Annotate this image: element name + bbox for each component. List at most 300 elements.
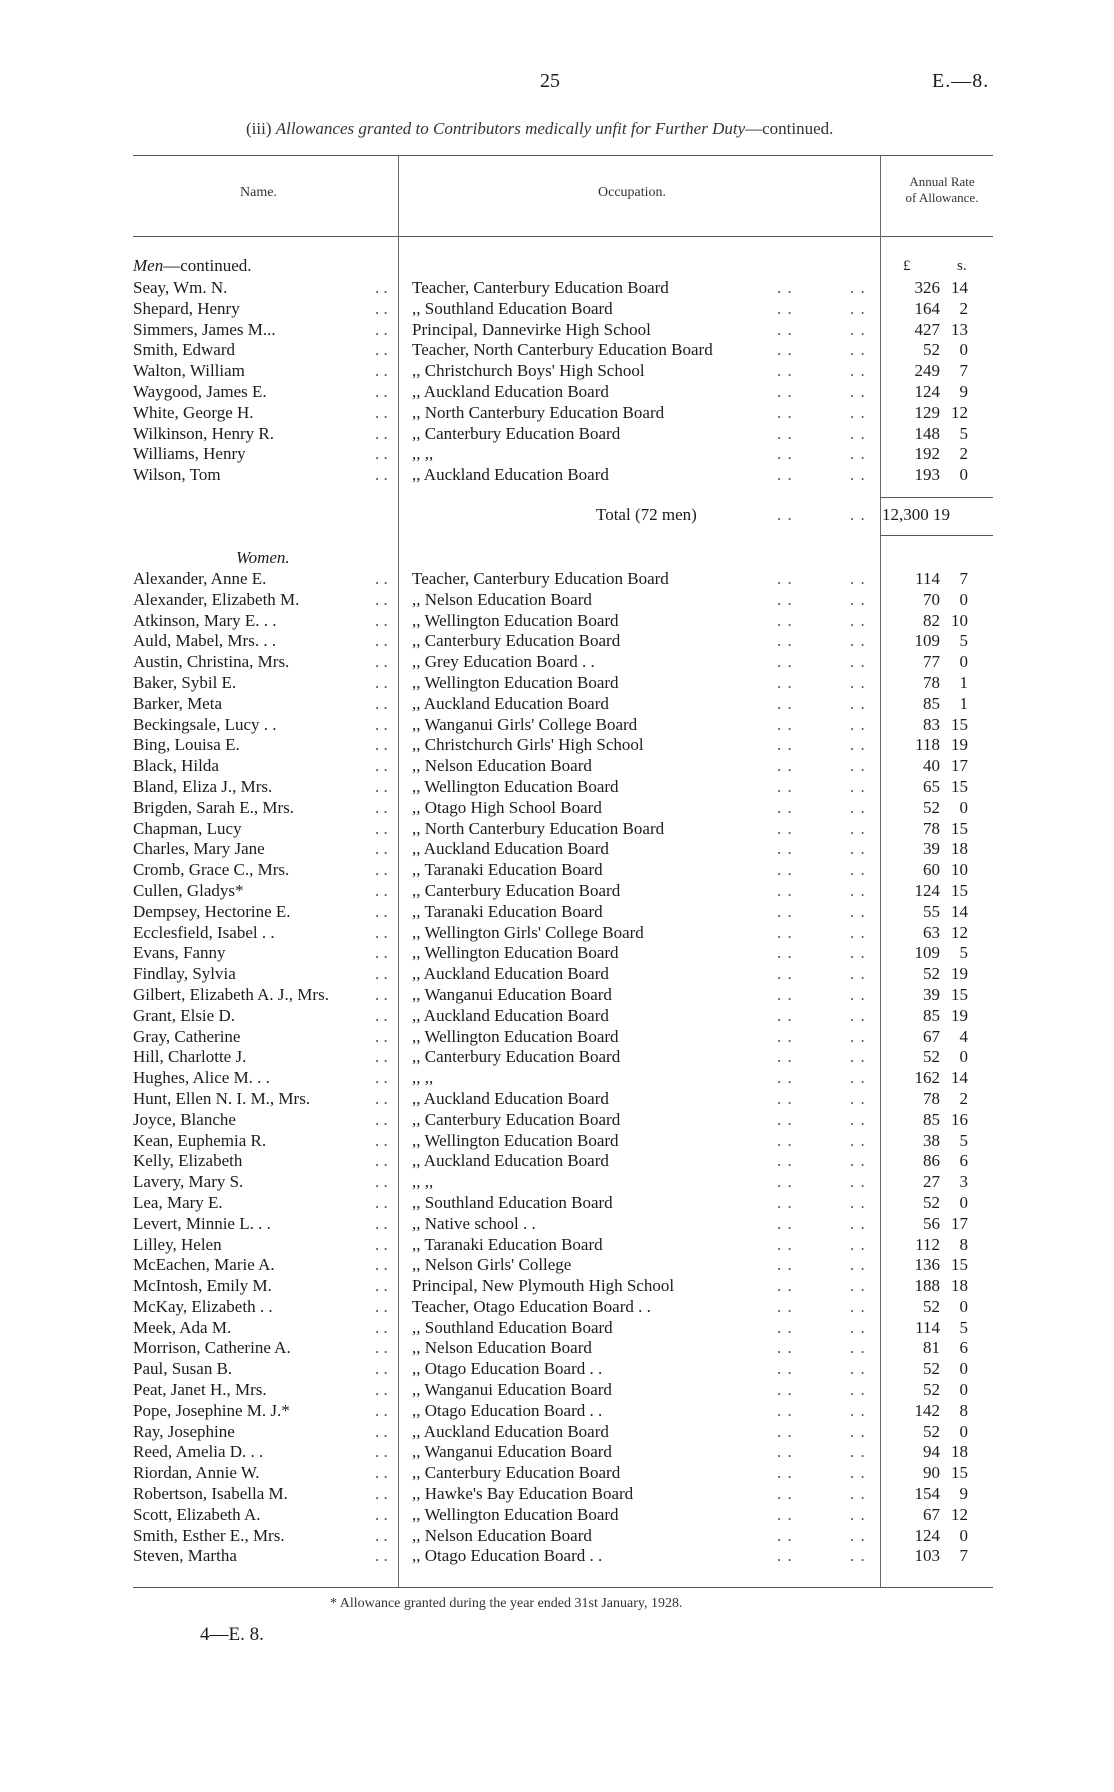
contributor-name: Cromb, Grace C., Mrs. [133,860,290,880]
contributor-name: Gilbert, Elizabeth A. J., Mrs. [133,984,329,1004]
allowance-pounds: 118 [915,735,940,755]
allowance-shillings: 5 [959,631,968,651]
occupation: ,, Southland Education Board [412,1317,613,1337]
contributor-name: McKay, Elizabeth . . [133,1296,273,1316]
leader-dots: . . [375,672,388,692]
men-table [0,278,1114,486]
leader-dots: . . [777,797,793,817]
leader-dots: . . [850,610,866,630]
table-subtitle [246,119,833,139]
contributor-name: Morrison, Catherine A. [133,1338,291,1358]
allowance-shillings: 12 [951,402,968,422]
leader-dots: . . [777,1047,793,1067]
allowance-shillings: 3 [959,1172,968,1192]
allowance-pounds: 162 [914,1068,940,1088]
occupation: Teacher, North Canterbury Education Board [412,340,713,360]
leader-dots: . . [850,1338,866,1358]
table-row [0,320,1114,341]
allowance-pounds: 78 [923,1088,940,1108]
men-total-value: 12,300 19 [882,505,950,524]
total-bottom-rule [880,535,993,536]
contributor-name: Hill, Charlotte J. [133,1047,247,1067]
allowance-pounds: 38 [923,1130,940,1150]
occupation: Principal, New Plymouth High School [412,1276,675,1296]
occupation: ,, Otago Education Board . . [412,1400,603,1420]
allowance-pounds: 52 [923,340,940,360]
leader-dots: . . [850,381,866,401]
allowance-shillings: 8 [959,1400,968,1420]
occupation: ,, Wellington Education Board [412,610,619,630]
bottom-rule [133,1587,993,1588]
allowance-pounds: 85 [923,1005,940,1025]
leader-dots: . . [850,340,866,360]
allowance-shillings: 0 [959,797,968,817]
leader-dots: . . [777,652,793,672]
contributor-name: Alexander, Anne E. [133,569,267,588]
leader-dots: . . [850,1442,866,1462]
leader-dots: . . [375,1130,388,1150]
allowance-shillings: 4 [959,1026,968,1046]
leader-dots: . . [375,340,388,360]
leader-dots: . . [375,298,388,318]
allowance-shillings: 2 [959,444,968,464]
contributor-name: Barker, Meta [133,693,223,713]
table-row [0,1380,1114,1401]
leader-dots: . . [777,1088,793,1108]
leader-dots: . . [850,818,866,838]
leader-dots: . . [850,943,866,963]
leader-dots: . . [850,423,866,443]
leader-dots: . . [850,298,866,318]
leader-dots: . . [777,444,793,464]
table-row [0,881,1114,902]
allowance-shillings: 15 [951,714,968,734]
leader-dots: . . [375,589,388,609]
contributor-name: Riordan, Annie W. [133,1463,260,1483]
leader-dots: . . [777,1463,793,1483]
contributor-name: Reed, Amelia D. . . [133,1442,264,1462]
leader-dots: . . [777,1400,793,1420]
allowance-pounds: 193 [914,465,940,485]
leader-dots: . . [777,1276,793,1296]
occupation: ,, Wanganui Education Board [412,1380,612,1400]
subtitle-italic: Allowances granted to Contributors medically unfit for Further Duty [275,119,746,138]
leader-dots: . . [375,1213,388,1233]
contributor-name: Baker, Sybil E. [133,672,237,692]
column-header-rate [894,174,990,206]
leader-dots: . . [375,1276,388,1296]
table-row [0,1006,1114,1027]
allowance-pounds: 114 [915,569,940,588]
allowance-shillings: 15 [951,984,968,1004]
contributor-name: Seay, Wm. N. [133,278,228,297]
table-row [0,777,1114,798]
allowance-shillings: 5 [959,1130,968,1150]
leader-dots: . . [850,1525,866,1545]
leader-dots: . . [375,1442,388,1462]
contributor-name: Bing, Louisa E. [133,735,240,755]
allowance-pounds: 82 [923,610,940,630]
table-row [0,1151,1114,1172]
contributor-name: McEachen, Marie A. [133,1255,275,1275]
occupation: ,, Wellington Girls' College Board [412,922,644,942]
allowance-shillings: 5 [959,423,968,443]
leader-dots: . . [375,319,388,339]
contributor-name: Findlay, Sylvia [133,964,236,984]
top-rule [133,155,993,156]
occupation: ,, Wanganui Education Board [412,984,612,1004]
leader-dots: . . [375,1255,388,1275]
allowance-shillings: 1 [959,693,968,713]
column-header-occupation: Occupation. [598,185,667,200]
leader-dots: . . [777,1546,793,1566]
leader-dots: . . [850,1380,866,1400]
leader-dots: . . [777,1484,793,1504]
occupation: ,, Wellington Education Board [412,672,619,692]
leader-dots: . . [777,381,793,401]
leader-dots: . . [375,1525,388,1545]
occupation: ,, Otago Education Board . . [412,1546,603,1566]
leader-dots: . . [777,901,793,921]
allowance-pounds: 109 [914,631,940,651]
contributor-name: Kean, Euphemia R. [133,1130,267,1150]
rate-header-line2: of Allowance. [905,190,979,205]
table-row [0,1422,1114,1443]
leader-dots: . . [777,984,793,1004]
occupation: ,, Taranaki Education Board [412,860,603,880]
allowance-pounds: 136 [914,1255,940,1275]
contributor-name: Simmers, James M... [133,319,276,339]
table-row [0,1276,1114,1297]
leader-dots: . . [850,1463,866,1483]
contributor-name: Alexander, Elizabeth M. [133,589,300,609]
occupation: ,, Auckland Education Board [412,1088,609,1108]
leader-dots: . . [850,1026,866,1046]
leader-dots: . . [777,776,793,796]
leader-dots: . . [375,1234,388,1254]
table-row [0,1484,1114,1505]
occupation: ,, Auckland Education Board [412,381,609,401]
allowance-shillings: 7 [959,1546,968,1566]
leader-dots: . . [850,1546,866,1566]
contributor-name: Ecclesfield, Isabel . . [133,922,275,942]
table-row [0,1338,1114,1359]
table-row [0,424,1114,445]
leader-dots: . . [777,1234,793,1254]
contributor-name: Charles, Mary Jane [133,839,265,859]
allowance-shillings: 12 [951,1504,968,1524]
table-row [0,382,1114,403]
table-row [0,1235,1114,1256]
allowance-pounds: 56 [923,1213,940,1233]
leader-dots: . . [777,756,793,776]
occupation: ,, Christchurch Boys' High School [412,361,645,381]
leader-dots: . . [777,631,793,651]
occupation: ,, Auckland Education Board [412,465,609,485]
allowance-shillings: 1 [959,672,968,692]
leader-dots: . . [777,423,793,443]
leader-dots: . . [375,839,388,859]
allowance-shillings: 5 [959,943,968,963]
leader-dots: . . [850,756,866,776]
page-signature: 4—E. 8. [200,1624,264,1645]
occupation: ,, North Canterbury Education Board [412,402,665,422]
leader-dots: . . [375,1359,388,1379]
leader-dots: . . [777,672,793,692]
contributor-name: Kelly, Elizabeth [133,1151,243,1171]
unit-pounds: £ [903,258,911,274]
contributor-name: Scott, Elizabeth A. [133,1504,261,1524]
leader-dots: . . [850,319,866,339]
occupation: ,, Auckland Education Board [412,964,609,984]
leader-dots: . . [375,964,388,984]
men-total-label: Total (72 men) [596,505,697,524]
occupation: ,, Canterbury Education Board [412,1463,621,1483]
leader-dots: . . [850,901,866,921]
women-section-title: Women. [236,548,290,567]
allowance-shillings: 0 [959,465,968,485]
table-row [0,299,1114,320]
contributor-name: Peat, Janet H., Mrs. [133,1380,267,1400]
table-row [0,839,1114,860]
leader-dots: . . [777,1338,793,1358]
allowance-shillings: 19 [951,735,968,755]
page-number: 25 [540,70,560,92]
contributor-name: Beckingsale, Lucy . . [133,714,277,734]
table-row [0,361,1114,382]
allowance-pounds: 129 [914,402,940,422]
leader-dots: . . [375,1026,388,1046]
leader-dots: . . [375,1296,388,1316]
contributor-name: Lavery, Mary S. [133,1172,244,1192]
allowance-pounds: 148 [914,423,940,443]
table-row [0,756,1114,777]
leader-dots: . . [777,943,793,963]
allowance-shillings: 14 [951,278,968,297]
table-row [0,902,1114,923]
occupation: ,, Wellington Education Board [412,1026,619,1046]
leader-dots: . . [375,860,388,880]
table-row [0,1318,1114,1339]
leader-dots: . . [850,1400,866,1420]
contributor-name: Wilkinson, Henry R. [133,423,274,443]
contributor-name: Bland, Eliza J., Mrs. [133,776,273,796]
leader-dots: . . [777,1151,793,1171]
leader-dots: . . [777,1359,793,1379]
leader-dots: . . [375,1504,388,1524]
allowance-shillings: 12 [951,922,968,942]
allowance-shillings: 0 [959,1421,968,1441]
table-row [0,1442,1114,1463]
leader-dots: . . [850,1047,866,1067]
table-row [0,652,1114,673]
allowance-pounds: 78 [923,672,940,692]
leader-dots: . . [375,1088,388,1108]
allowance-shillings: 0 [959,1359,968,1379]
leader-dots: . . [777,402,793,422]
leader-dots: . . [777,735,793,755]
contributor-name: Paul, Susan B. [133,1359,233,1379]
leader-dots: . . [375,1151,388,1171]
leader-dots: . . [850,1484,866,1504]
allowance-pounds: 114 [915,1317,940,1337]
allowance-pounds: 427 [914,319,940,339]
table-row [0,1359,1114,1380]
leader-dots: . . [850,1359,866,1379]
men-title-suffix: —continued. [163,256,252,275]
contributor-name: Robertson, Isabella M. [133,1484,288,1504]
leader-dots: . . [850,922,866,942]
leader-dots: . . [850,880,866,900]
leader-dots: . . [850,1255,866,1275]
leader-dots: . . [777,1442,793,1462]
leader-dots: . . [375,1172,388,1192]
allowance-pounds: 124 [914,381,940,401]
allowance-pounds: 52 [923,1192,940,1212]
leader-dots: . . [777,880,793,900]
allowance-pounds: 85 [923,693,940,713]
leader-dots: . . [375,631,388,651]
occupation: ,, Auckland Education Board [412,693,609,713]
leader-dots: . . [375,818,388,838]
allowance-shillings: 17 [951,1213,968,1233]
total-leader-dots: . . [777,505,793,524]
allowance-pounds: 67 [923,1026,940,1046]
leader-dots: . . [850,569,866,588]
leader-dots: . . [375,797,388,817]
contributor-name: Waygood, James E. [133,381,267,401]
occupation: ,, Taranaki Education Board [412,901,603,921]
header-bottom-rule [133,236,993,237]
leader-dots: . . [375,1005,388,1025]
leader-dots: . . [850,839,866,859]
leader-dots: . . [850,1172,866,1192]
total-top-rule [880,497,993,498]
allowance-shillings: 14 [951,901,968,921]
leader-dots: . . [375,423,388,443]
men-section-title [133,256,252,276]
allowance-pounds: 52 [923,964,940,984]
leader-dots: . . [375,652,388,672]
leader-dots: . . [777,1421,793,1441]
occupation: ,, Grey Education Board . . [412,652,595,672]
footnote: * Allowance granted during the year ended 31st January, 1928. [330,1596,683,1611]
contributor-name: Auld, Mabel, Mrs. . . [133,631,277,651]
leader-dots: . . [375,1400,388,1420]
occupation: ,, Canterbury Education Board [412,631,621,651]
leader-dots: . . [850,1068,866,1088]
leader-dots: . . [777,693,793,713]
allowance-pounds: 83 [923,714,940,734]
contributor-name: McIntosh, Emily M. [133,1276,272,1296]
subtitle-prefix: (iii) [246,119,276,138]
leader-dots: . . [850,631,866,651]
occupation: ,, Auckland Education Board [412,839,609,859]
leader-dots: . . [777,1068,793,1088]
leader-dots: . . [375,984,388,1004]
table-row [0,1068,1114,1089]
allowance-shillings: 0 [959,1047,968,1067]
leader-dots: . . [850,984,866,1004]
allowance-pounds: 52 [923,1296,940,1316]
allowance-shillings: 18 [951,839,968,859]
occupation: ,, Southland Education Board [412,298,613,318]
occupation: ,, Wellington Education Board [412,1504,619,1524]
allowance-shillings: 0 [959,652,968,672]
leader-dots: . . [850,278,866,297]
table-row [0,1526,1114,1547]
allowance-pounds: 109 [914,943,940,963]
unit-shillings: s. [957,258,967,274]
leader-dots: . . [850,714,866,734]
allowance-shillings: 15 [951,880,968,900]
contributor-name: Hughes, Alice M. . . [133,1068,270,1088]
contributor-name: Atkinson, Mary E. . . [133,610,277,630]
allowance-shillings: 0 [959,1380,968,1400]
table-row [0,860,1114,881]
allowance-pounds: 60 [923,860,940,880]
leader-dots: . . [777,1213,793,1233]
occupation: ,, Hawke's Bay Education Board [412,1484,634,1504]
allowance-pounds: 39 [923,839,940,859]
leader-dots: . . [850,860,866,880]
contributor-name: Austin, Christina, Mrs. [133,652,290,672]
leader-dots: . . [375,1068,388,1088]
leader-dots: . . [375,1317,388,1337]
leader-dots: . . [850,1109,866,1129]
allowance-shillings: 10 [951,860,968,880]
leader-dots: . . [777,1317,793,1337]
allowance-shillings: 7 [959,361,968,381]
leader-dots: . . [850,1192,866,1212]
contributor-name: Lea, Mary E. [133,1192,223,1212]
leader-dots: . . [777,714,793,734]
occupation: ,, Nelson Education Board [412,1525,592,1545]
leader-dots: . . [375,714,388,734]
table-row [0,1297,1114,1318]
contributor-name: Hunt, Ellen N. I. M., Mrs. [133,1088,311,1108]
leader-dots: . . [375,1484,388,1504]
leader-dots: . . [777,1109,793,1129]
leader-dots: . . [375,922,388,942]
allowance-shillings: 17 [951,756,968,776]
contributor-name: Lilley, Helen [133,1234,222,1254]
leader-dots: . . [777,964,793,984]
leader-dots: . . [375,943,388,963]
leader-dots: . . [375,1109,388,1129]
allowance-pounds: 124 [914,880,940,900]
leader-dots: . . [375,880,388,900]
table-row [0,1401,1114,1422]
table-row [0,1110,1114,1131]
table-row [0,673,1114,694]
leader-dots: . . [777,1504,793,1524]
leader-dots: . . [375,278,388,297]
contributor-name: Pope, Josephine M. J.* [133,1400,290,1420]
table-row [0,923,1114,944]
occupation: ,, Auckland Education Board [412,1005,609,1025]
allowance-shillings: 15 [951,1463,968,1483]
leader-dots: . . [777,860,793,880]
contributor-name: Chapman, Lucy [133,818,242,838]
leader-dots: . . [375,465,388,485]
leader-dots: . . [850,776,866,796]
table-row [0,590,1114,611]
allowance-pounds: 142 [914,1400,940,1420]
occupation: ,, Native school . . [412,1213,536,1233]
allowance-shillings: 8 [959,1234,968,1254]
table-row [0,1027,1114,1048]
